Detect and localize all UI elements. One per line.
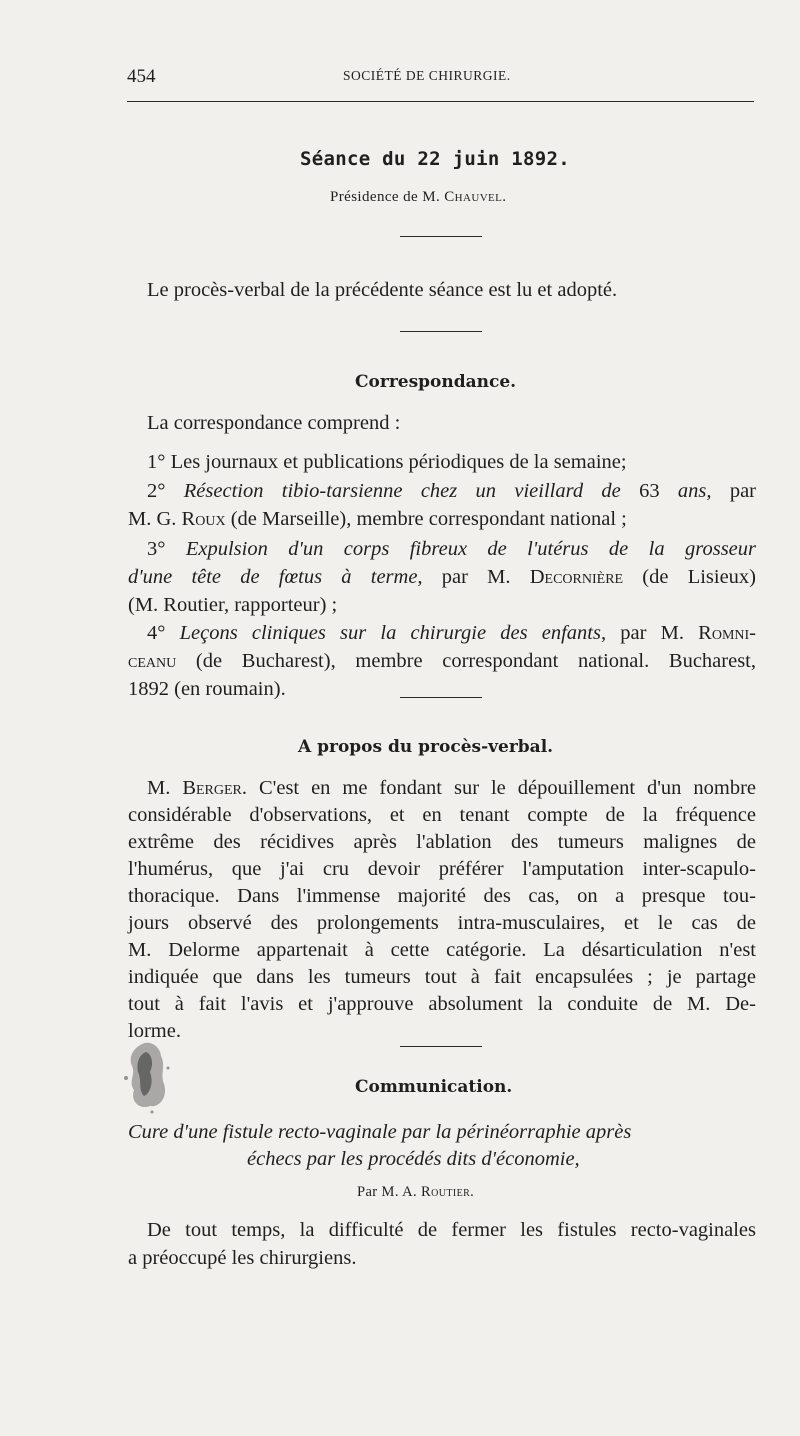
text: (de Lisieux) <box>623 566 757 588</box>
author-name: Routier. <box>421 1184 475 1200</box>
item-ans: ans, <box>677 480 712 502</box>
text: M. <box>147 777 183 799</box>
separator-rule <box>400 331 482 332</box>
header-rule <box>127 101 754 102</box>
proces-verbal-heading: A propos du procès-verbal. <box>298 737 554 757</box>
text: (de Bucharest), membre correspondant national. Bucharest, <box>176 650 756 672</box>
correspondance-item-3 <box>147 538 756 561</box>
page-number: 454 <box>127 66 156 87</box>
author-prefix: Par M. A. <box>357 1184 422 1200</box>
communication-author <box>357 1184 474 1201</box>
author-name: Roux <box>181 508 226 530</box>
correspondance-item-1: 1° Les journaux et publications périodiques de la semaine; <box>147 451 627 473</box>
proces-verbal-line-7: M. Delorme appartenait à cette catégorie. La désarticulation n'est <box>128 939 756 961</box>
text: (de Marseille), membre correspondant national ; <box>225 508 627 530</box>
presidence-prefix: Présidence de M. <box>330 189 445 205</box>
communication-title-line-2: échecs par les procédés dits d'économie, <box>247 1148 580 1170</box>
item-title: Leçons cliniques sur la chirurgie des enfants, <box>179 622 607 644</box>
item-title: Résection tibio-tarsienne chez un vieillard de <box>183 480 621 502</box>
correspondance-item-2-line-2 <box>128 508 627 531</box>
text: M. G. <box>128 508 182 530</box>
correspondance-item-4 <box>147 622 756 645</box>
president-name: Chauvel. <box>444 189 507 205</box>
proces-verbal-line-3: extrême des récidives après l'ablation des tumeurs malignes de <box>128 831 756 853</box>
communication-title-line-1: Cure d'une fistule recto-vaginale par la périnéorraphie après <box>128 1121 632 1143</box>
minutes-line: Le procès-verbal de la précédente séance est lu et adopté. <box>147 279 618 301</box>
proces-verbal-line-10: lorme. <box>128 1020 181 1042</box>
session-title: Séance du 22 juin 1892. <box>300 148 570 170</box>
author-name: ceanu <box>128 650 177 672</box>
correspondance-intro: La correspondance comprend : <box>147 412 401 434</box>
proces-verbal-line-2: considérable d'observations, et en tenant compte de la fréquence <box>128 804 756 826</box>
proces-verbal-line-8: indiquée que dans les tumeurs tout à fait encapsulées ; je partage <box>128 966 756 988</box>
text: par M. <box>606 622 699 644</box>
proces-verbal-line-6: jours observé des prolongements intra-musculaires, et le cas de <box>128 912 756 934</box>
item-number: 2° <box>147 480 184 502</box>
correspondance-item-4-line-2 <box>128 650 756 673</box>
text: C'est en me fondant sur le dépouillement d'un nombre <box>247 777 756 799</box>
item-number: 4° <box>147 622 180 644</box>
proces-verbal-line-4: l'humérus, que j'ai cru devoir préférer l'amputation inter-scapulo- <box>128 858 756 880</box>
author-name: Romni- <box>698 622 756 644</box>
correspondance-item-3-line-3: (M. Routier, rapporteur) ; <box>128 594 338 616</box>
communication-body-line-2: a préoccupé les chirurgiens. <box>128 1247 357 1269</box>
ink-stain <box>116 1038 180 1116</box>
running-head: SOCIÉTÉ DE CHIRURGIE. <box>343 68 511 83</box>
proces-verbal-line-9: tout à fait l'avis et j'approuve absolument la conduite de M. De- <box>128 993 756 1015</box>
communication-heading: Communication. <box>355 1077 513 1097</box>
separator-rule <box>400 1046 482 1047</box>
correspondance-item-3-line-2 <box>128 566 756 589</box>
author-name: Decornière <box>529 566 624 588</box>
proces-verbal-line-1 <box>147 777 756 800</box>
speaker-name: Berger. <box>182 777 248 799</box>
proces-verbal-line-5: thoracique. Dans l'immense majorité des cas, on a presque tou- <box>128 885 756 907</box>
separator-rule <box>400 236 482 237</box>
item-title: d'une tête de fœtus à terme, <box>128 566 423 588</box>
correspondance-item-2 <box>147 480 756 503</box>
separator-rule <box>400 697 482 698</box>
presidence-line <box>330 189 506 206</box>
communication-body-line-1: De tout temps, la difficulté de fermer les fistules recto-vaginales <box>147 1219 756 1241</box>
item-par: par <box>711 480 756 502</box>
correspondance-item-4-line-3: 1892 (en roumain). <box>128 678 286 700</box>
correspondance-heading: Correspondance. <box>355 372 517 392</box>
item-age: 63 <box>620 480 678 502</box>
text: par M. <box>422 566 530 588</box>
item-number: 3° <box>147 538 186 560</box>
item-title: Expulsion d'un corps fibreux de l'utérus de la grosseur <box>185 538 756 560</box>
